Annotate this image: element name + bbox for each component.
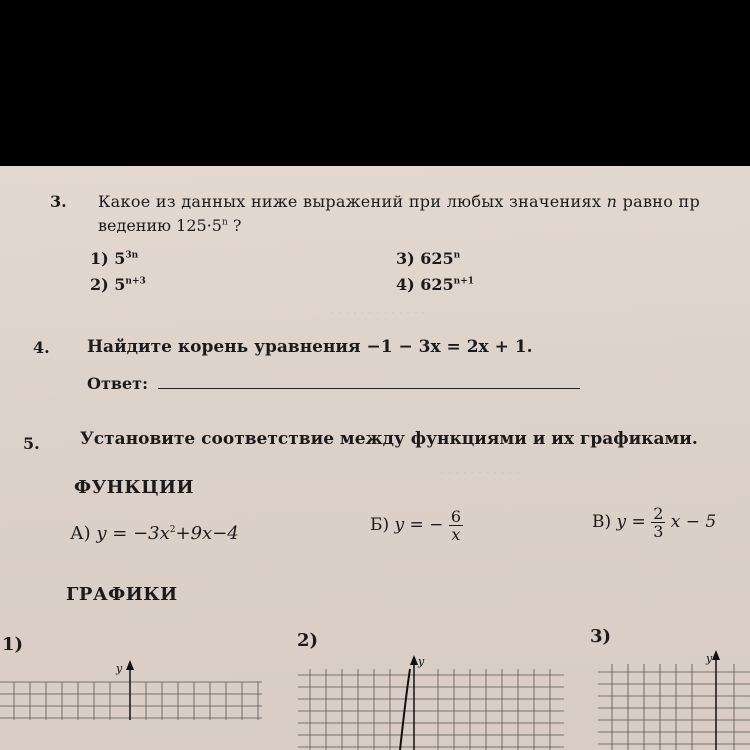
graph-2-grid (298, 655, 568, 750)
y-axis-label: y (418, 655, 425, 668)
function-b-denominator: x (451, 525, 461, 544)
graph-1 (0, 660, 270, 720)
task-3-text: Какое из данных ниже выражений при любых значениях (98, 192, 602, 211)
function-b (370, 508, 463, 543)
task-3-question-line2 (98, 216, 241, 235)
task-3-number: 3. (50, 192, 67, 211)
task-3-option-4 (396, 275, 474, 294)
show-through-text: · · · · · · · · · · · · · (330, 306, 426, 320)
answer-line[interactable] (158, 388, 580, 389)
option-3-label: 3) 625 (396, 249, 454, 268)
function-b-expr: y = − (394, 515, 444, 535)
option-1-label: 1) 5 (90, 249, 126, 268)
task-3-line2-end: ? (227, 216, 242, 235)
graph-1-grid (0, 660, 270, 720)
y-axis-label: y (116, 662, 123, 675)
function-a-sup: 2 (169, 525, 176, 535)
function-v (592, 505, 716, 540)
task-3-line2-sup: n (221, 217, 228, 228)
function-v-fraction (651, 505, 665, 540)
y-axis-arrow (712, 650, 720, 660)
graph-3 (598, 650, 750, 750)
function-v-expr-end: x − 5 (670, 512, 717, 532)
graph-2-curve (400, 669, 410, 750)
function-v-label: В) (592, 512, 612, 532)
option-1-sup: 3n (125, 250, 139, 261)
task-5-question: Установите соответствие между функциями и их графиками. (80, 429, 698, 449)
task-4-answer-label: Ответ: (87, 374, 148, 393)
option-4-sup: n+1 (453, 276, 475, 287)
task-5-number: 5. (23, 434, 40, 453)
task-4-number: 4. (33, 338, 50, 357)
y-axis-arrow (410, 655, 418, 665)
show-through-text: · · · · · · · · · · · (440, 466, 521, 480)
task-3-text-end: равно пр (622, 192, 701, 211)
graph-3-grid (598, 650, 750, 750)
function-a-label: А) (70, 523, 91, 544)
graph-3-label: 3) (590, 626, 612, 647)
y-axis-arrow (126, 660, 134, 670)
graph-2-label: 2) (297, 630, 319, 651)
function-v-expr: y = (616, 512, 646, 532)
functions-heading: ФУНКЦИИ (74, 477, 194, 498)
function-v-denominator: 3 (653, 522, 664, 541)
graph-1-label: 1) (2, 634, 24, 655)
task-3-line2: ведению 125·5 (98, 216, 222, 235)
task-3-var: n (606, 192, 618, 211)
function-a-expr: y = −3x (96, 523, 170, 544)
option-2-sup: n+3 (125, 276, 146, 287)
task-3-question-line1 (98, 192, 700, 211)
function-b-fraction (449, 508, 463, 543)
graph-2 (298, 655, 568, 750)
option-2-label: 2) 5 (90, 275, 126, 294)
task-4-question: Найдите корень уравнения −1 − 3x = 2x + 1. (87, 337, 533, 357)
function-a (70, 523, 239, 544)
task-3-option-2 (90, 275, 146, 294)
graphs-heading: ГРАФИКИ (66, 584, 178, 605)
function-a-expr-end: +9x−4 (175, 523, 239, 544)
function-b-label: Б) (370, 515, 390, 535)
y-axis-label: y (706, 652, 713, 665)
option-4-label: 4) 625 (396, 275, 454, 294)
function-v-numerator: 2 (653, 504, 664, 523)
option-3-sup: n (453, 250, 461, 261)
function-b-numerator: 6 (450, 507, 462, 526)
task-3-option-1 (90, 249, 138, 268)
task-3-option-3 (396, 249, 460, 268)
